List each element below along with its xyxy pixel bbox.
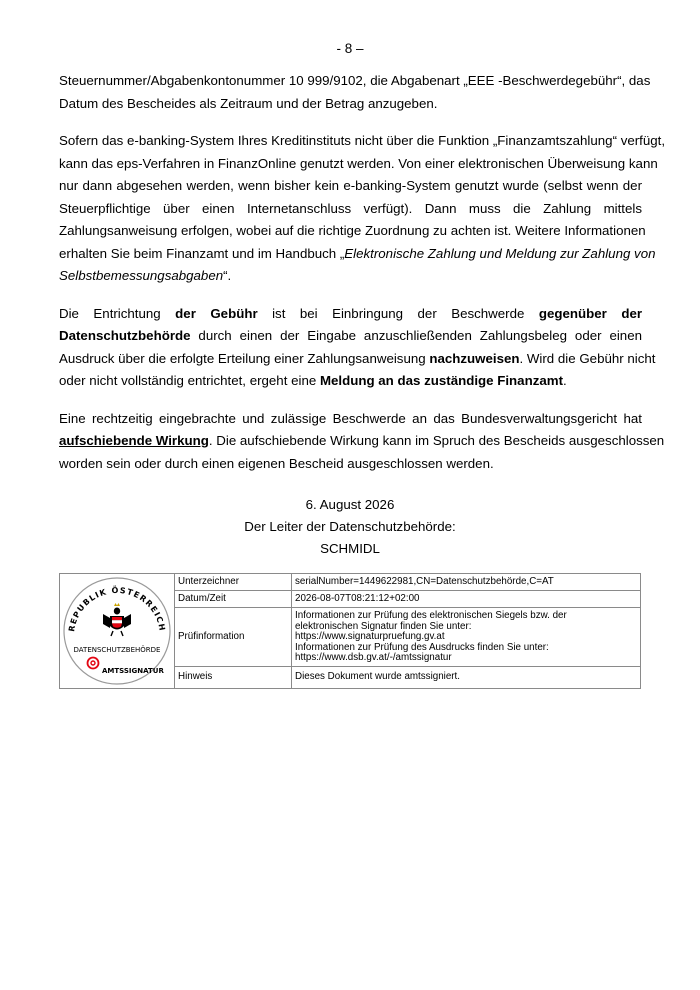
value-line: elektronischen Signatur finden Sie unter:: [295, 620, 472, 632]
row-value: [292, 667, 640, 688]
signature-name: SCHMIDL: [320, 541, 380, 556]
seal-badge-text: AMTSSIGNATUR: [102, 667, 164, 675]
text-line: Steuernummer/Abgabenkontonummer 10 999/9102, die Abgabenart „EEE -Beschwerdegebühr“, das: [59, 73, 651, 88]
text-fragment: erhalten Sie beim Finanzamt und im Handbuch „: [59, 245, 345, 261]
text-line: [59, 303, 642, 326]
text-fragment: .: [563, 373, 567, 388]
underlined-text: aufschiebende Wirkung: [59, 433, 209, 448]
table-row: [175, 667, 640, 688]
handbook-title: Elektronische Zahlung und Meldung zur Zahlung von: [344, 245, 656, 261]
text-fragment: Die Entrichtung: [59, 305, 176, 321]
value-line: Informationen zur Prüfung des Ausdrucks finden Sie unter:: [295, 641, 549, 653]
row-label: Hinweis: [175, 667, 292, 688]
paragraph-payment-details: [59, 70, 651, 115]
text-line: Eine rechtzeitig eingebrachte und zulässige Beschwerde an das Bundesverwaltungsgericht hat: [59, 410, 642, 426]
paragraph-suspensive-effect: [59, 408, 665, 476]
text-fragment: . Die aufschiebende Wirkung kann im Spruch des Bescheids ausgeschlossen: [208, 433, 665, 448]
text-fragment: oder nicht vollständig entrichtet, ergeht eine: [59, 373, 320, 388]
paragraph-eps-procedure: [59, 130, 666, 288]
bold-text: [59, 433, 209, 448]
text-fragment: . Wird die Gebühr nicht: [519, 350, 656, 366]
bold-text: nachzuweisen: [429, 350, 520, 366]
paragraph-fee-proof: [59, 303, 656, 393]
document-body: [59, 70, 666, 490]
row-label: Unterzeichner: [175, 574, 292, 590]
table-row: [175, 574, 640, 591]
text-line: worden sein oder durch einen eigenen Bescheid ausgeschlossen werden.: [59, 455, 494, 471]
bold-text: gegenüber der: [538, 305, 643, 321]
text-line: [59, 348, 656, 371]
signature-block: [0, 494, 700, 560]
text-line: Zahlungsanweisung erfolgen, wobei auf die richtige Zuordnung zu achten ist. Weitere Informationen: [59, 223, 646, 238]
text-line: [59, 370, 642, 393]
text-line: [59, 325, 642, 348]
seal-authority: DATENSCHUTZBEHÖRDE: [73, 646, 161, 654]
text-line: [59, 243, 656, 266]
table-row: [175, 591, 640, 608]
row-label: Prüfinformation: [175, 608, 292, 666]
row-value: [292, 608, 640, 666]
row-value: [292, 591, 640, 607]
text-line: [59, 430, 665, 453]
signature-date: 6. August 2026: [305, 497, 395, 512]
value-line: Informationen zur Prüfung des elektronischen Siegels bzw. der: [295, 610, 567, 621]
signature-info-grid: [175, 574, 640, 688]
text-fragment: Ausdruck über die erfolgte Erteilung einer Zahlungsanweisung: [59, 350, 430, 366]
text-fragment: durch einen der Eingabe anzuschließenden Zahlungsbeleg oder einen: [190, 328, 642, 343]
text-fragment: “.: [223, 268, 232, 283]
value-line: 2026-08-07T08:21:12+02:00: [295, 592, 420, 604]
page-number: - 8 –: [336, 41, 364, 56]
bold-text: Meldung an das zuständige Finanzamt: [319, 373, 563, 388]
seal-arc-text: REPUBLIK ÖSTERREICH: [67, 585, 167, 633]
bold-text: der Gebühr: [175, 305, 258, 321]
bold-text: Datenschutzbehörde: [59, 328, 191, 343]
text-line: [59, 265, 642, 288]
verification-link[interactable]: https://www.dsb.gv.at/-/amtssignatur: [295, 652, 452, 664]
table-row: [175, 608, 640, 667]
text-line: Steuerpflichtige über einen Internetanschluss verfügt). Dann muss die Zahlung mittels: [59, 200, 642, 216]
handbook-title: Selbstbemessungsabgaben: [59, 268, 224, 283]
verification-link[interactable]: https://www.signaturpruefung.gv.at: [295, 631, 445, 643]
value-line: Dieses Dokument wurde amtssigniert.: [295, 671, 460, 683]
text-line: kann das eps-Verfahren in FinanzOnline genutzt werden. Von einer elektronischen Überweisung kann: [59, 155, 658, 171]
text-fragment: ist bei Einbringung der Beschwerde: [257, 305, 539, 321]
seal-graphic: [60, 574, 174, 688]
official-signature-table: [59, 573, 641, 689]
text-line: Sofern das e-banking-System Ihres Kreditinstituts nicht über die Funktion „Finanzamtszahlung“ verfügt,: [59, 133, 666, 148]
signature-role: Der Leiter der Datenschutzbehörde:: [244, 519, 456, 534]
row-value: [292, 574, 640, 590]
text-line: nur dann abgesehen werden, wenn bisher kein e-banking-System genutzt wurde (selbst wenn der: [59, 178, 642, 193]
text-line: Datum des Bescheides als Zeitraum und der Betrag anzugeben.: [59, 95, 438, 111]
row-label: Datum/Zeit: [175, 591, 292, 607]
official-seal: [60, 574, 175, 688]
value-line: serialNumber=1449622981,CN=Datenschutzbehörde,C=AT: [295, 575, 554, 587]
